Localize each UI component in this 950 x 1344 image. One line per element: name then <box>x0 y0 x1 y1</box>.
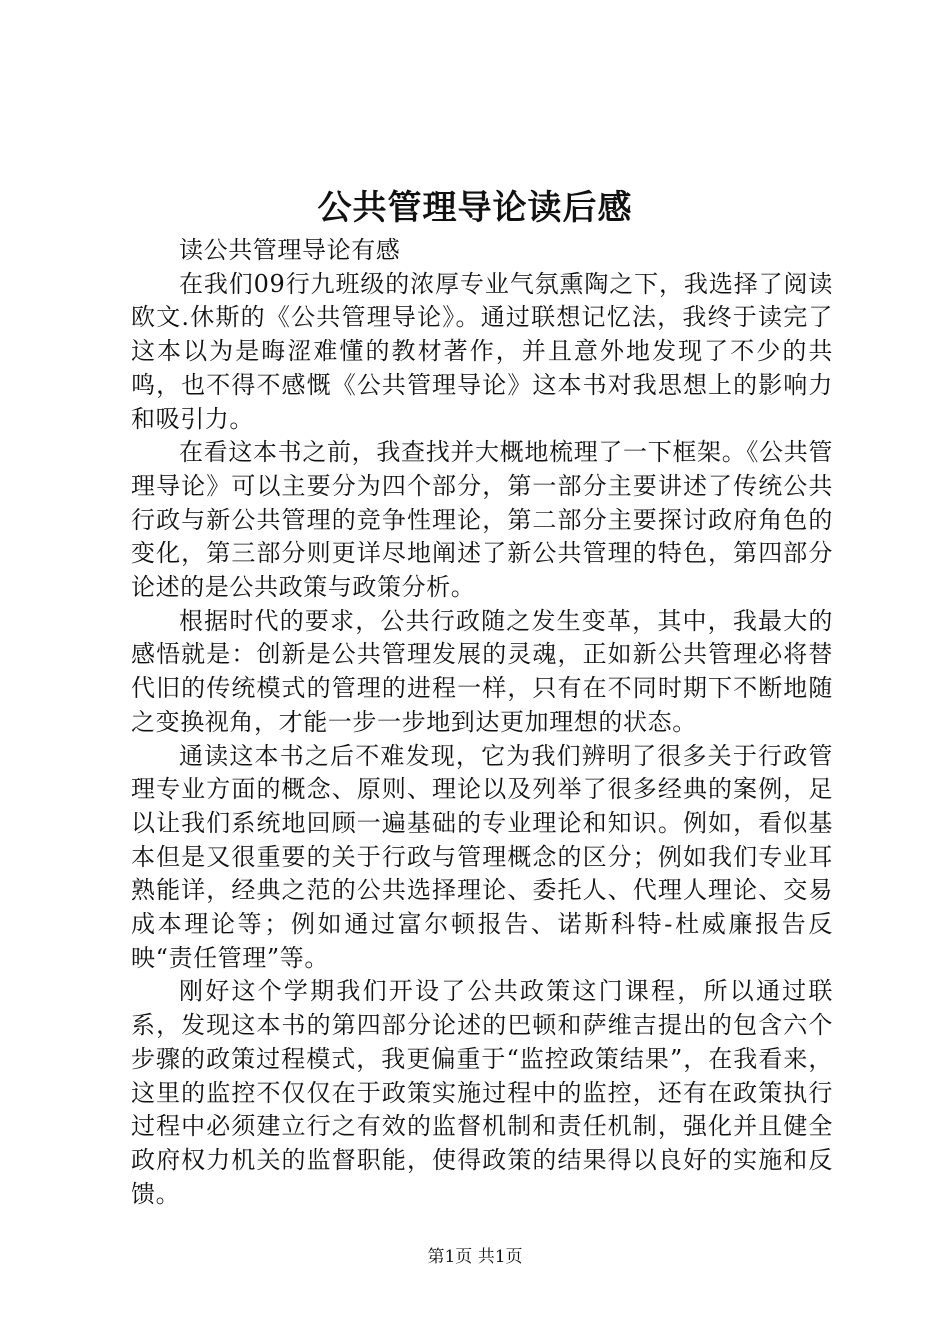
document-title: 公共管理导论读后感 <box>317 188 633 228</box>
paragraph: 在看这本书之前，我查找并大概地梳理了一下框架。《公共管理导论》可以主要分为四个部分，第一部分主要讲述了传统公共行政与新公共管理的竞争性理论，第二部分主要探讨政府角色的变化，第三部分则更详尽地阐述了新公共管理的特色，第四部分论述的是公共政策与政策分析。 <box>131 438 833 602</box>
paragraph: 刚好这个学期我们开设了公共政策这门课程，所以通过联系，发现这本书的第四部分论述的巴顿和萨维吉提出的包含六个步骤的政策过程模式，我更偏重于“监控政策结果”，在我看来，这里的监控不仅仅在于政策实施过程中的监控，还有在政策执行过程中必须建立行之有效的监督机制和责任机制，强化并且健全政府权力机关的监督职能，使得政策的结果得以良好的实施和反馈。 <box>131 977 833 1208</box>
paragraph-subtitle: 读公共管理导论有感 <box>179 236 401 264</box>
page-number-footer: 第1页 共1页 <box>427 1247 523 1267</box>
document-body <box>131 234 833 1211</box>
paragraph: 根据时代的要求，公共行政随之发生变革，其中，我最大的感悟就是：创新是公共管理发展的灵魂，正如新公共管理必将替代旧的传统模式的管理的进程一样，只有在不同时期下不断地随之变换视角，才能一步一步地到达更加理想的状态。 <box>131 606 833 736</box>
paragraph: 在我们09行九班级的浓厚专业气氛熏陶之下，我选择了阅读欧文.休斯的《公共管理导论》。通过联想记忆法，我终于读完了这本以为是晦涩难懂的教材著作，并且意外地发现了不少的共鸣，也不得不感慨《公共管理导论》这本书对我思想上的影响力和吸引力。 <box>131 269 833 433</box>
paragraph: 通读这本书之后不难发现，它为我们辨明了很多关于行政管理专业方面的概念、原则、理论以及列举了很多经典的案例，足以让我们系统地回顾一遍基础的专业理论和知识。例如，看似基本但是又很重要的关于行政与管理概念的区分；例如我们专业耳熟能详，经典之范的公共选择理论、委托人、代理人理论、交易成本理论等；例如通过富尔顿报告、诺斯科特-杜威廉报告反映“责任管理”等。 <box>131 741 833 972</box>
